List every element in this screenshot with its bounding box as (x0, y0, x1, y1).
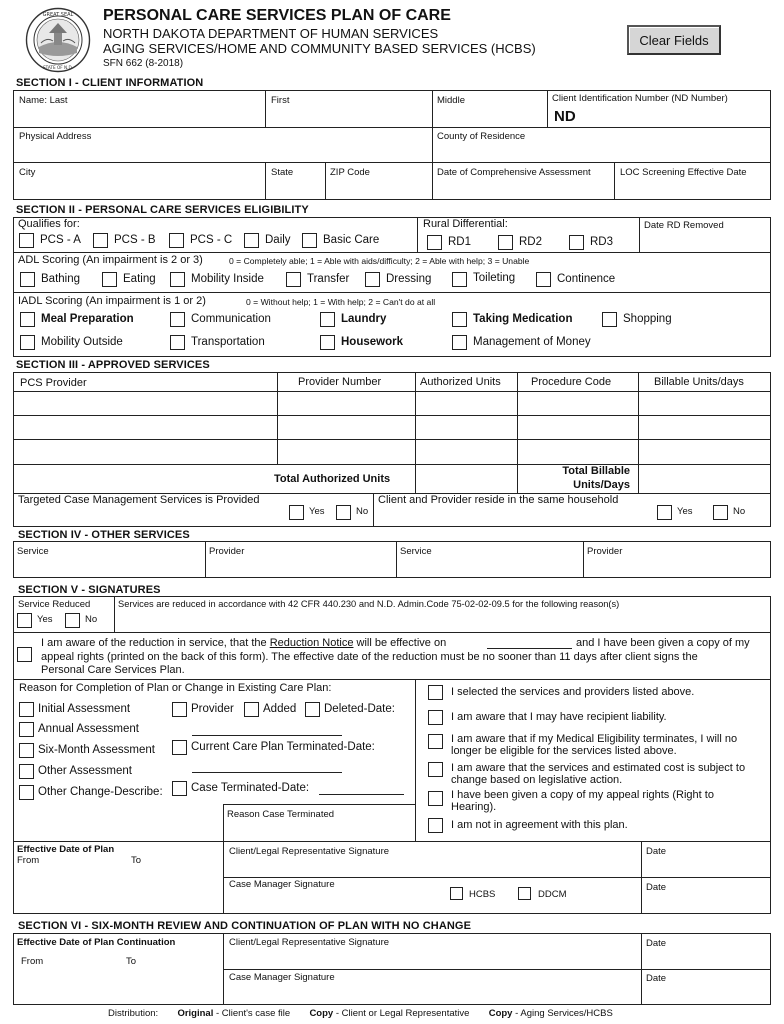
form-number: SFN 662 (8-2018) (103, 58, 184, 69)
hcbs-checkbox[interactable] (450, 887, 463, 900)
client-signature-field[interactable]: Client/Legal Representative Signature (229, 846, 390, 857)
section-4-title: SECTION IV - OTHER SERVICES (18, 529, 190, 541)
pcs-b-label: PCS - B (114, 234, 156, 246)
household-no-checkbox[interactable] (713, 505, 728, 520)
service-row[interactable] (14, 440, 770, 463)
initial-assessment-checkbox[interactable] (19, 702, 34, 717)
other-assessment-checkbox[interactable] (19, 764, 34, 779)
col-authorized-units: Authorized Units (420, 376, 501, 388)
continuation-to-field[interactable]: To (126, 956, 137, 967)
iadl-housework-label: Housework (341, 336, 403, 348)
reduction-effective-date-field[interactable] (487, 648, 572, 649)
copy-1-label: Copy (309, 1008, 334, 1019)
iadl-communication-checkbox[interactable] (170, 312, 185, 327)
total-billable-label-2: Units/Days (573, 479, 630, 491)
state-seal-logo (25, 7, 91, 73)
adl-dressing-label: Dressing (386, 273, 432, 285)
distribution-footer (108, 1008, 613, 1019)
aware-text-d: and I have been given a copy of my (576, 637, 750, 649)
pcs-a-checkbox[interactable] (19, 233, 34, 248)
service-row[interactable] (14, 392, 770, 414)
household-yes-label: Yes (677, 506, 693, 517)
date-rd-removed-field[interactable]: Date RD Removed (644, 220, 724, 231)
col-billable-units: Billable Units/days (654, 376, 744, 388)
client-signature-date-field[interactable]: Date (646, 846, 667, 857)
ddcm-label: DDCM (538, 889, 567, 900)
clear-fields-label: Clear Fields (639, 32, 709, 48)
case-manager-date-field[interactable]: Date (646, 882, 667, 893)
tcm-no-checkbox[interactable] (336, 505, 351, 520)
aware-text-c: will be effective on (353, 637, 447, 649)
iadl-money-label: Management of Money (473, 336, 591, 348)
assessment-date-field[interactable]: Date of Comprehensive Assessment (437, 167, 591, 178)
adl-mobility-inside-checkbox[interactable] (170, 272, 185, 287)
tcm-no-label: No (356, 506, 369, 517)
tcm-label: Targeted Case Management Services is Provided (18, 494, 260, 506)
adl-transfer-checkbox[interactable] (286, 272, 301, 287)
qualifies-label: Qualifies for: (18, 218, 80, 230)
continuation-client-date-field[interactable]: Date (646, 938, 667, 949)
iadl-transportation-label: Transportation (191, 336, 265, 348)
other-change-checkbox[interactable] (19, 785, 34, 800)
case-terminated-checkbox[interactable] (172, 781, 187, 796)
city-field[interactable]: City (19, 167, 36, 178)
reduced-reason-field[interactable]: Services are reduced in accordance with 42 CFR 440.230 and N.D. Admin.Code 75-02-02-09.5 for the following reason(s) (118, 599, 620, 609)
adl-title: ADL Scoring (An impairment is 2 or 3) (18, 254, 203, 266)
ack-medical-eligibility-checkbox[interactable] (428, 734, 443, 749)
adl-toileting-checkbox[interactable] (452, 272, 467, 287)
reduction-aware-text-line-2: appeal rights (printed on the back of this form). The effective date of the reduction must be no sooner than 11 days after client signs the (41, 651, 698, 663)
section-2-title: SECTION II - PERSONAL CARE SERVICES ELIGIBILITY (16, 204, 309, 216)
department-name: NORTH DAKOTA DEPARTMENT OF HUMAN SERVICES (103, 26, 439, 41)
adl-scale: 0 = Completely able; 1 = Able with aids/difficulty; 2 = Able with help; 3 = Unable (229, 256, 530, 266)
added-checkbox[interactable] (244, 702, 259, 717)
ack-selected-services-checkbox[interactable] (428, 685, 443, 700)
total-authorized-units-label: Total Authorized Units (274, 473, 391, 485)
household-yes-checkbox[interactable] (657, 505, 672, 520)
effective-from-field[interactable]: From (17, 855, 40, 866)
other-change-label: Other Change-Describe: (38, 786, 163, 798)
copy-1-text: - Client or Legal Representative (333, 1008, 470, 1019)
provider-checkbox[interactable] (172, 702, 187, 717)
continuation-client-signature-field[interactable]: Client/Legal Representative Signature (229, 937, 390, 948)
hcbs-label: HCBS (469, 889, 496, 900)
col-procedure-code: Procedure Code (531, 376, 612, 388)
iadl-mobility-outside-checkbox[interactable] (20, 335, 35, 350)
reason-completion-title: Reason for Completion of Plan or Change in Existing Care Plan: (19, 682, 332, 694)
rd2-label: RD2 (519, 236, 543, 248)
reduced-no-checkbox[interactable] (65, 613, 80, 628)
continuation-from-field[interactable]: From (21, 956, 44, 967)
added-label: Added (263, 703, 297, 715)
first-name-field[interactable]: First (271, 95, 290, 106)
continuation-cm-date-field[interactable]: Date (646, 973, 667, 984)
adl-toileting-label: Toileting (473, 272, 516, 284)
annual-assessment-label: Annual Assessment (38, 723, 140, 735)
division-name: AGING SERVICES/HOME AND COMMUNITY BASED SERVICES (HCBS) (103, 41, 536, 56)
service-row[interactable] (14, 416, 770, 438)
reduction-aware-checkbox[interactable] (17, 647, 32, 662)
iadl-laundry-checkbox[interactable] (320, 312, 335, 327)
adl-dressing-checkbox[interactable] (365, 272, 380, 287)
state-field[interactable]: State (271, 167, 294, 178)
pcs-c-checkbox[interactable] (169, 233, 184, 248)
adl-bathing-checkbox[interactable] (20, 272, 35, 287)
same-household-label: Client and Provider reside in the same household (378, 494, 619, 506)
col-pcs-provider: PCS Provider (20, 377, 87, 389)
original-label: Original (177, 1008, 214, 1019)
ack-legislative-change-checkbox[interactable] (428, 762, 443, 777)
svg-text:STATE OF N.D.: STATE OF N.D. (42, 65, 74, 70)
other-assessment-label: Other Assessment (38, 765, 132, 777)
iadl-shopping-label: Shopping (623, 313, 672, 325)
iadl-taking-medication-label: Taking Medication (473, 313, 573, 325)
effective-to-field[interactable]: To (131, 855, 142, 866)
section-1-title: SECTION I - CLIENT INFORMATION (16, 77, 204, 89)
iadl-mobility-outside-label: Mobility Outside (41, 336, 123, 348)
adl-transfer-label: Transfer (307, 273, 350, 285)
other-service-2-field[interactable]: Service (400, 546, 432, 557)
reduction-aware-text-line-1 (41, 637, 446, 649)
ack-recipient-liability-checkbox[interactable] (428, 710, 443, 725)
other-service-1-field[interactable]: Service (17, 546, 49, 557)
iadl-transportation-checkbox[interactable] (170, 335, 185, 350)
basic-care-label: Basic Care (323, 234, 380, 246)
rd3-label: RD3 (590, 236, 614, 248)
rd1-checkbox[interactable] (427, 235, 442, 250)
deleted-date-label: Deleted-Date: (324, 703, 395, 715)
iadl-meal-prep-checkbox[interactable] (20, 312, 35, 327)
section-1-box (13, 90, 771, 200)
reduction-aware-text-line-3: Personal Care Services Plan. (41, 664, 185, 676)
iadl-money-checkbox[interactable] (452, 335, 467, 350)
six-month-assessment-label: Six-Month Assessment (38, 744, 155, 756)
provider-label: Provider (191, 703, 234, 715)
other-services-box (13, 541, 771, 578)
pcs-c-label: PCS - C (190, 234, 233, 246)
reason-case-terminated-field[interactable]: Reason Case Terminated (227, 809, 335, 820)
client-id-field[interactable]: ND (554, 108, 576, 125)
middle-name-field[interactable]: Middle (437, 95, 465, 106)
form-title: PERSONAL CARE SERVICES PLAN OF CARE (103, 7, 451, 24)
iadl-taking-medication-checkbox[interactable] (452, 312, 467, 327)
county-field[interactable]: County of Residence (437, 131, 526, 142)
adl-eating-checkbox[interactable] (102, 272, 117, 287)
copy-2-label: Copy (488, 1008, 513, 1019)
iadl-shopping-checkbox[interactable] (602, 312, 617, 327)
name-last-field[interactable]: Name: Last (19, 95, 68, 106)
case-manager-signature-field[interactable]: Case Manager Signature (229, 879, 335, 890)
rd3-checkbox[interactable] (569, 235, 584, 250)
iadl-title: IADL Scoring (An impairment is 1 or 2) (18, 295, 206, 307)
total-billable-label-1: Total Billable (562, 465, 630, 477)
zip-field[interactable]: ZIP Code (330, 167, 370, 178)
reduced-no-label: No (85, 614, 98, 625)
tcm-yes-checkbox[interactable] (289, 505, 304, 520)
tcm-yes-label: Yes (309, 506, 325, 517)
case-terminated-label: Case Terminated-Date: (191, 782, 310, 794)
adl-mobility-inside-label: Mobility Inside (191, 273, 264, 285)
ack-selected-services-text: I selected the services and providers listed above. (451, 686, 695, 698)
svg-text:GREAT SEAL: GREAT SEAL (42, 12, 74, 18)
adl-eating-label: Eating (123, 273, 156, 285)
adl-continence-label: Continence (557, 273, 616, 285)
aware-text-a: I am aware of the reduction in service, that the (41, 637, 270, 649)
iadl-laundry-label: Laundry (341, 313, 387, 325)
other-provider-2-field[interactable]: Provider (587, 546, 623, 557)
basic-care-checkbox[interactable] (302, 233, 317, 248)
daily-label: Daily (265, 234, 291, 246)
reduced-yes-checkbox[interactable] (17, 613, 32, 628)
rural-differential-label: Rural Differential: (423, 218, 508, 230)
continuation-effective-label: Effective Date of Plan Continuation (17, 937, 176, 948)
pcs-a-label: PCS - A (40, 234, 81, 246)
iadl-scale: 0 = Without help; 1 = With help; 2 = Can't do at all (246, 297, 436, 307)
current-plan-terminated-date-field[interactable] (192, 772, 342, 773)
ack-not-in-agreement-text: I am not in agreement with this plan. (451, 819, 628, 831)
section-3-title: SECTION III - APPROVED SERVICES (16, 359, 210, 371)
annual-assessment-checkbox[interactable] (19, 722, 34, 737)
section-5-title: SECTION V - SIGNATURES (18, 584, 161, 596)
case-terminated-date-field[interactable] (319, 794, 404, 795)
current-plan-terminated-checkbox[interactable] (172, 740, 187, 755)
adl-continence-checkbox[interactable] (536, 272, 551, 287)
deleted-checkbox[interactable] (305, 702, 320, 717)
iadl-communication-label: Communication (191, 313, 271, 325)
ack-appeal-rights-text: I have been given a copy of my appeal rights (Right to Hearing). (451, 789, 714, 813)
client-id-label: Client Identification Number (ND Number) (552, 93, 728, 104)
six-month-assessment-checkbox[interactable] (19, 743, 34, 758)
section-6-title: SECTION VI - SIX-MONTH REVIEW AND CONTINUATION OF PLAN WITH NO CHANGE (18, 920, 472, 932)
pcs-b-checkbox[interactable] (93, 233, 108, 248)
other-provider-1-field[interactable]: Provider (209, 546, 245, 557)
rd1-label: RD1 (448, 236, 472, 248)
adl-bathing-label: Bathing (41, 273, 81, 285)
initial-assessment-label: Initial Assessment (38, 703, 131, 715)
col-provider-number: Provider Number (298, 376, 382, 388)
household-no-label: No (733, 506, 746, 517)
effective-date-label: Effective Date of Plan (17, 844, 115, 855)
iadl-meal-prep-label: Meal Preparation (41, 313, 134, 325)
deleted-date-field[interactable] (192, 735, 342, 736)
current-plan-terminated-label: Current Care Plan Terminated-Date: (191, 741, 375, 753)
clear-fields-button[interactable] (627, 25, 721, 55)
ack-recipient-liability-text: I am aware that I may have recipient liability. (451, 711, 667, 723)
ddcm-checkbox[interactable] (518, 887, 531, 900)
physical-address-field[interactable]: Physical Address (19, 131, 92, 142)
ack-not-in-agreement-checkbox[interactable] (428, 818, 443, 833)
loc-date-field[interactable]: LOC Screening Effective Date (620, 167, 747, 178)
iadl-housework-checkbox[interactable] (320, 335, 335, 350)
daily-checkbox[interactable] (244, 233, 259, 248)
ack-legislative-change-text: I am aware that the services and estimated cost is subject to change based on legislative action. (451, 762, 746, 786)
original-text: - Client's case file (213, 1008, 291, 1019)
rd2-checkbox[interactable] (498, 235, 513, 250)
reduction-notice-link: Reduction Notice (269, 637, 354, 649)
copy-2-text: - Aging Services/HCBS (512, 1008, 613, 1019)
reduced-yes-label: Yes (37, 614, 53, 625)
continuation-cm-signature-field[interactable]: Case Manager Signature (229, 972, 335, 983)
ack-medical-eligibility-text: I am aware that if my Medical Eligibility terminates, I will no longer be eligible for the services listed above. (451, 733, 738, 757)
service-reduced-label: Service Reduced (18, 599, 91, 610)
ack-appeal-rights-checkbox[interactable] (428, 791, 443, 806)
distribution-label: Distribution: (108, 1008, 159, 1019)
